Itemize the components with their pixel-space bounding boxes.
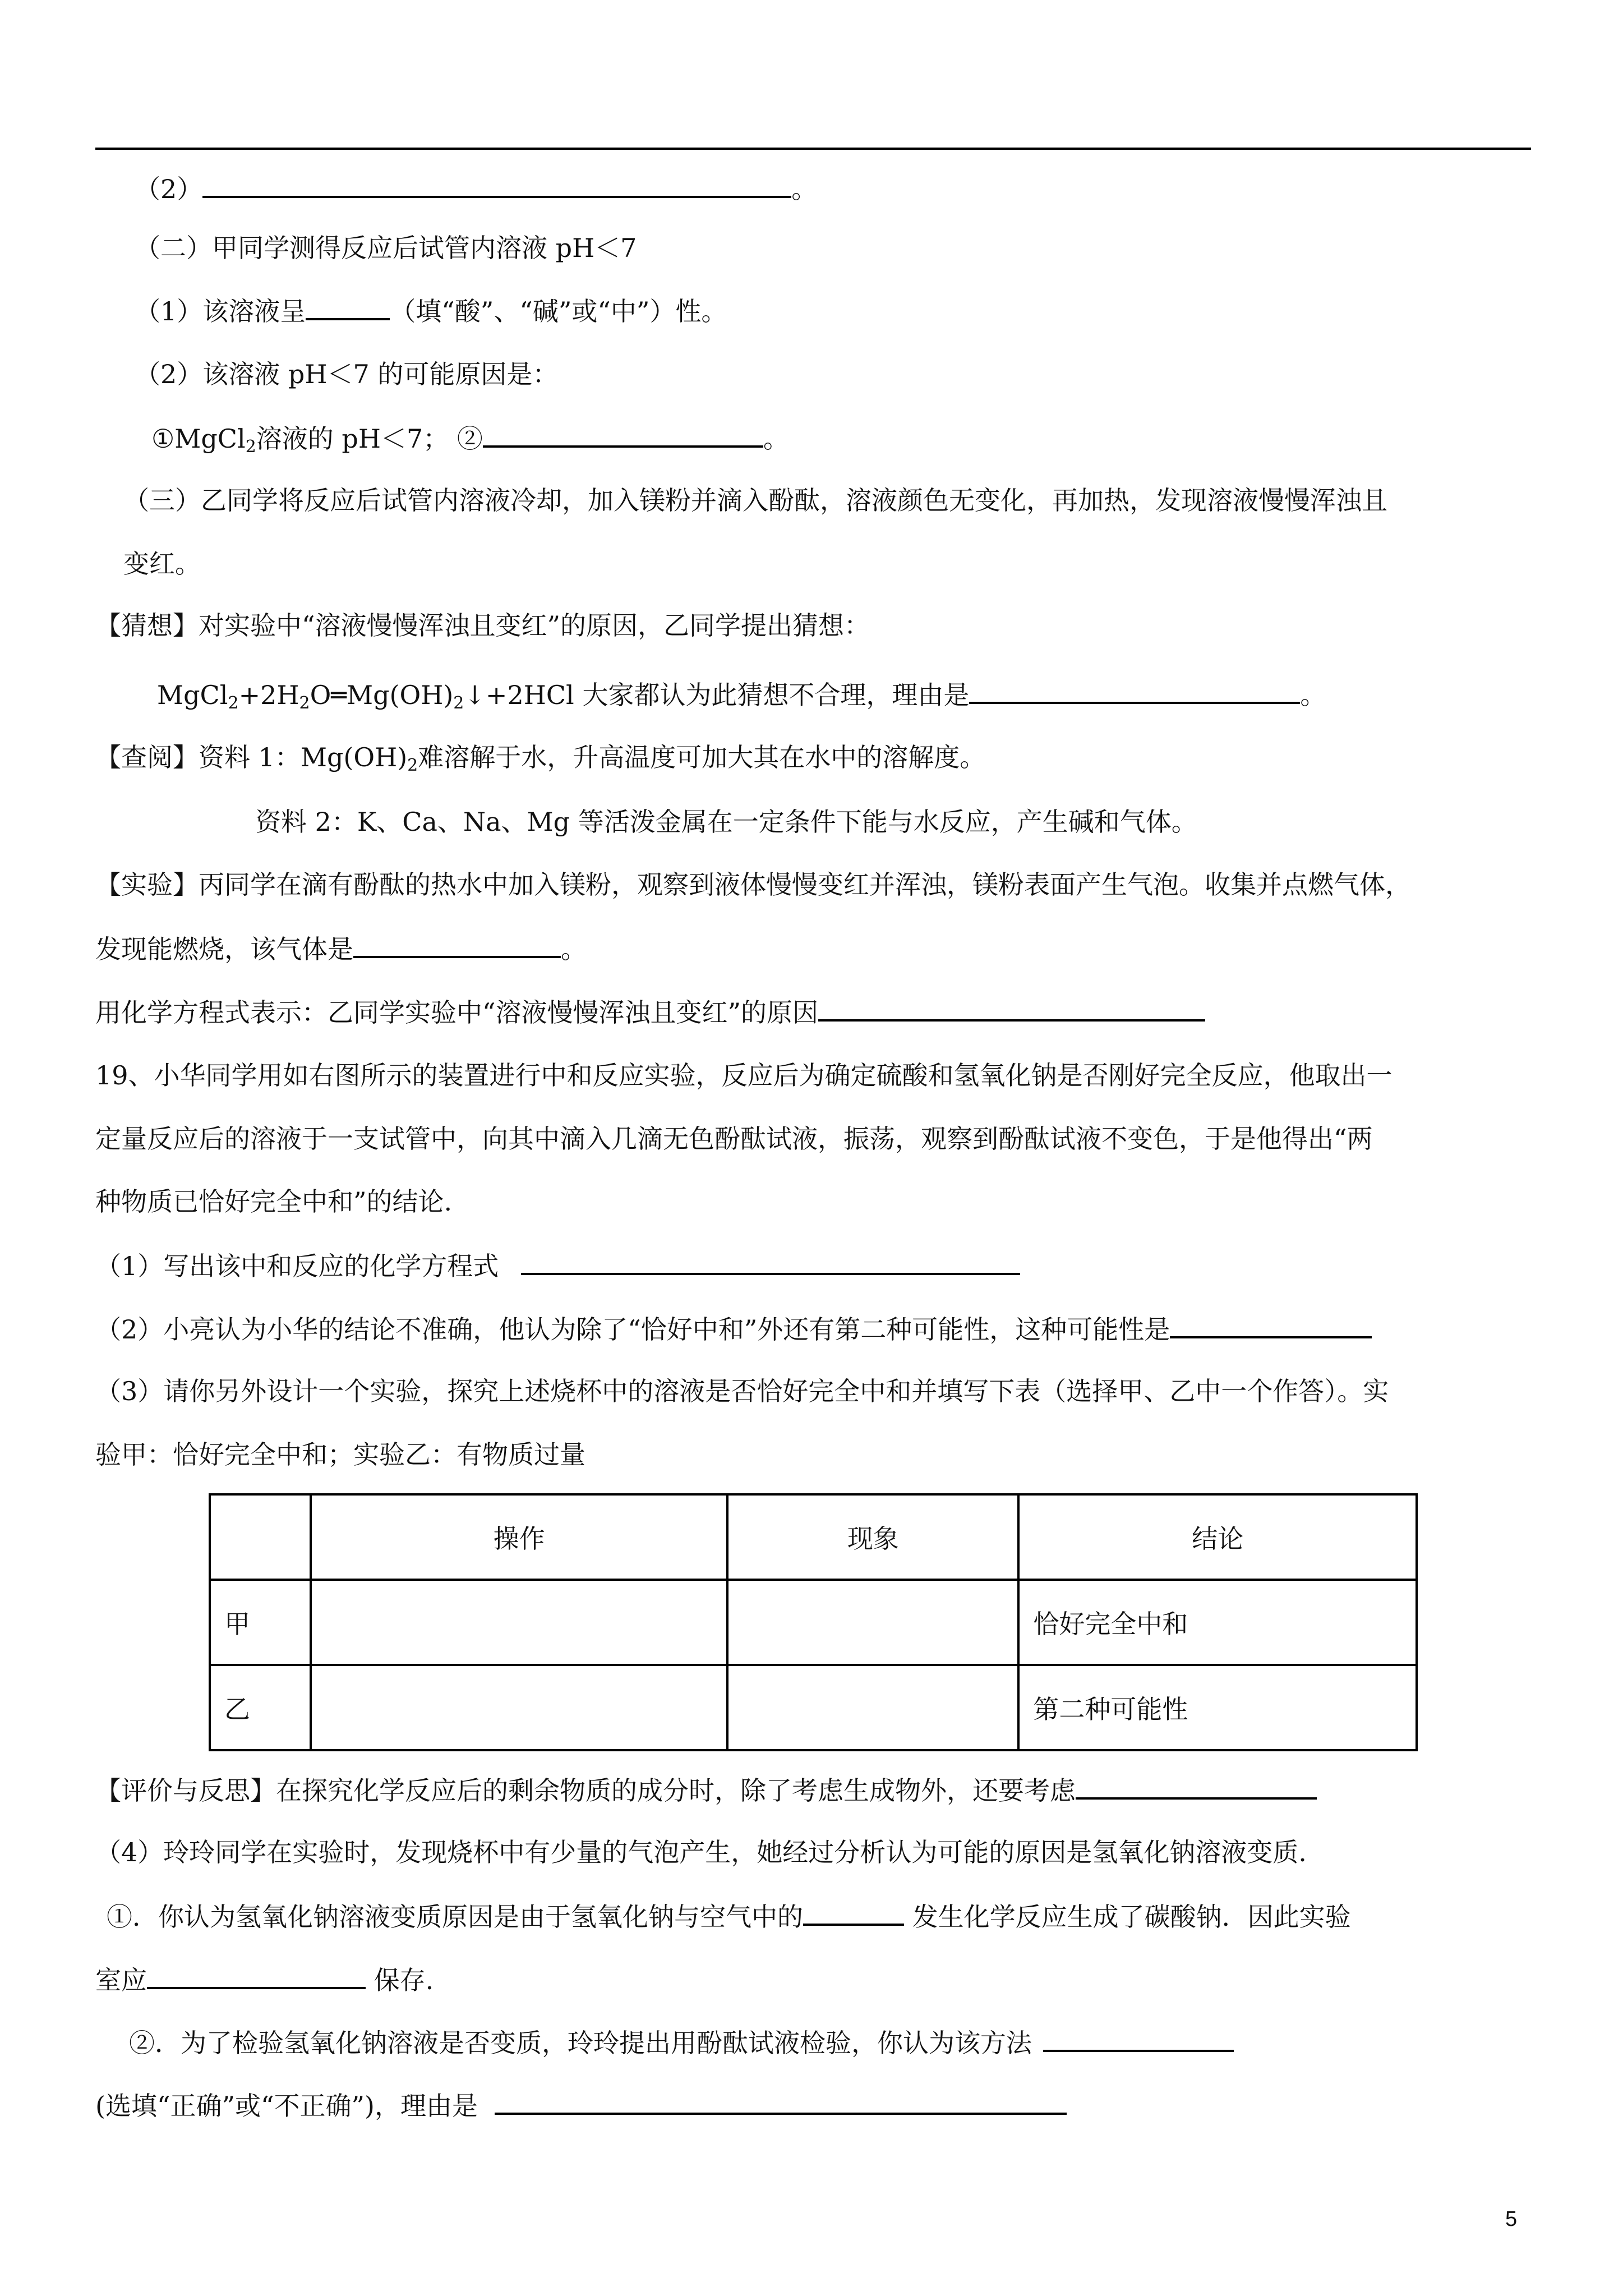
line-17: 种物质已恰好完全中和”的结论. <box>95 1186 453 1217</box>
blank-2[interactable] <box>306 293 390 320</box>
line-10: 【查阅】资料 1：$Mg(OH)_2$难溶解于水，升高温度可加大其在水中的溶解度。 <box>95 742 986 775</box>
line-23: （4）玲玲同学在实验时，发现烧杯中有少量的气泡产生，她经过分析认为可能的原因是氢氧化钠溶液变质. <box>95 1837 1307 1867</box>
blank-8[interactable] <box>1170 1312 1372 1338</box>
line-26: ②．为了检验氢氧化钠溶液是否变质，玲玲提出用酚酞试液检验，你认为该方法 <box>129 2025 1234 2060</box>
blank-1[interactable] <box>202 171 791 198</box>
line-27: (选填“正确”或“不正确”)，理由是 <box>95 2088 1067 2123</box>
line-18: （1）写出该中和反应的化学方程式 <box>95 1248 1020 1283</box>
line-22: 【评价与反思】在探究化学反应后的剩余物质的成分时，除了考虑生成物外，还要考虑 <box>95 1773 1317 1807</box>
table-cell: 甲 <box>210 1580 311 1665</box>
blank-3[interactable] <box>483 421 763 448</box>
table-cell: 恰好完全中和 <box>1018 1580 1417 1665</box>
table-cell[interactable] <box>311 1580 728 1665</box>
line-2: （二）甲同学测得反应后试管内溶液 pH＜7 <box>135 233 637 263</box>
table-header-cell: 现象 <box>727 1494 1018 1580</box>
line-15: 19、小华同学用如右图所示的装置进行中和反应实验，反应后为确定硫酸和氢氧化钠是否刚好完全反应，他取出一 <box>95 1060 1393 1091</box>
blank-5[interactable] <box>353 931 561 958</box>
table-row <box>210 1580 1417 1665</box>
table-cell: 乙 <box>210 1665 311 1750</box>
line-24: ①．你认为氢氧化钠溶液变质原因是由于氢氧化钠与空气中的 发生化学反应生成了碳酸钠．因此实验 <box>107 1899 1351 1934</box>
table-cell[interactable] <box>727 1665 1018 1750</box>
blank-10[interactable] <box>803 1899 904 1926</box>
line-4: （2）该溶液 pH＜7 的可能原因是： <box>135 359 559 389</box>
experiment-table <box>209 1493 1418 1751</box>
blank-4[interactable] <box>969 677 1300 704</box>
line-11: 资料 2：K、Ca、Na、Mg 等活泼金属在一定条件下能与水反应，产生碱和气体。 <box>255 807 1197 837</box>
table-header-row <box>210 1494 1417 1580</box>
line-5: ①MgCl$_2$溶液的 pH＜7； ② 。 <box>151 421 789 464</box>
blank-13[interactable] <box>495 2088 1067 2115</box>
line-9: $MgCl_2+2H_2O═Mg(OH)_2↓+2HCl$ 大家都认为此猜想不合理，理由是 。 <box>157 677 1326 720</box>
line-13: 发现能燃烧，该气体是 。 <box>95 931 587 966</box>
line-21: 验甲：恰好完全中和；实验乙：有物质过量 <box>95 1439 585 1470</box>
line-20: （3）请你另外设计一个实验，探究上述烧杯中的溶液是否恰好完全中和并填写下表（选择甲、乙中一个作答）。实 <box>95 1376 1389 1406</box>
line-19: （2）小亮认为小华的结论不准确，他认为除了“恰好中和”外还有第二种可能性，这种可能性是 <box>95 1312 1372 1346</box>
line-8: 【猜想】对实验中“溶液慢慢浑浊且变红”的原因，乙同学提出猜想： <box>95 610 870 641</box>
line-25: 室应 保存. <box>95 1962 434 1997</box>
blank-12[interactable] <box>1043 2025 1234 2052</box>
line-3: （1）该溶液呈 （填“酸”、“碱”或“中”）性。 <box>135 293 727 328</box>
table-header-cell: 结论 <box>1018 1494 1417 1580</box>
line-7: 变红。 <box>123 549 201 579</box>
header-rule <box>95 148 1531 150</box>
table-header-cell: 操作 <box>311 1494 728 1580</box>
line-14: 用化学方程式表示：乙同学实验中“溶液慢慢浑浊且变红”的原因 <box>95 995 1205 1029</box>
table-cell: 第二种可能性 <box>1018 1665 1417 1750</box>
blank-9[interactable] <box>1076 1773 1317 1800</box>
line-12: 【实验】丙同学在滴有酚酞的热水中加入镁粉，观察到液体慢慢变红并浑浊，镁粉表面产生气泡。收集并点燃气体， <box>95 869 1411 900</box>
table-cell[interactable] <box>727 1580 1018 1665</box>
table-cell[interactable] <box>311 1665 728 1750</box>
blank-6[interactable] <box>818 995 1205 1022</box>
line-1: （2） 。 <box>135 171 817 206</box>
blank-11[interactable] <box>147 1962 366 1989</box>
line-16: 定量反应后的溶液于一支试管中，向其中滴入几滴无色酚酞试液，振荡，观察到酚酞试液不变色，于是他得出“两 <box>95 1124 1373 1154</box>
page-number: 5 <box>1505 2207 1518 2231</box>
table-row <box>210 1665 1417 1750</box>
table-header-cell <box>210 1494 311 1580</box>
line-6: （三）乙同学将反应后试管内溶液冷却，加入镁粉并滴入酚酞，溶液颜色无变化，再加热，发现溶液慢慢浑浊且 <box>123 485 1387 516</box>
blank-7[interactable] <box>521 1248 1020 1275</box>
